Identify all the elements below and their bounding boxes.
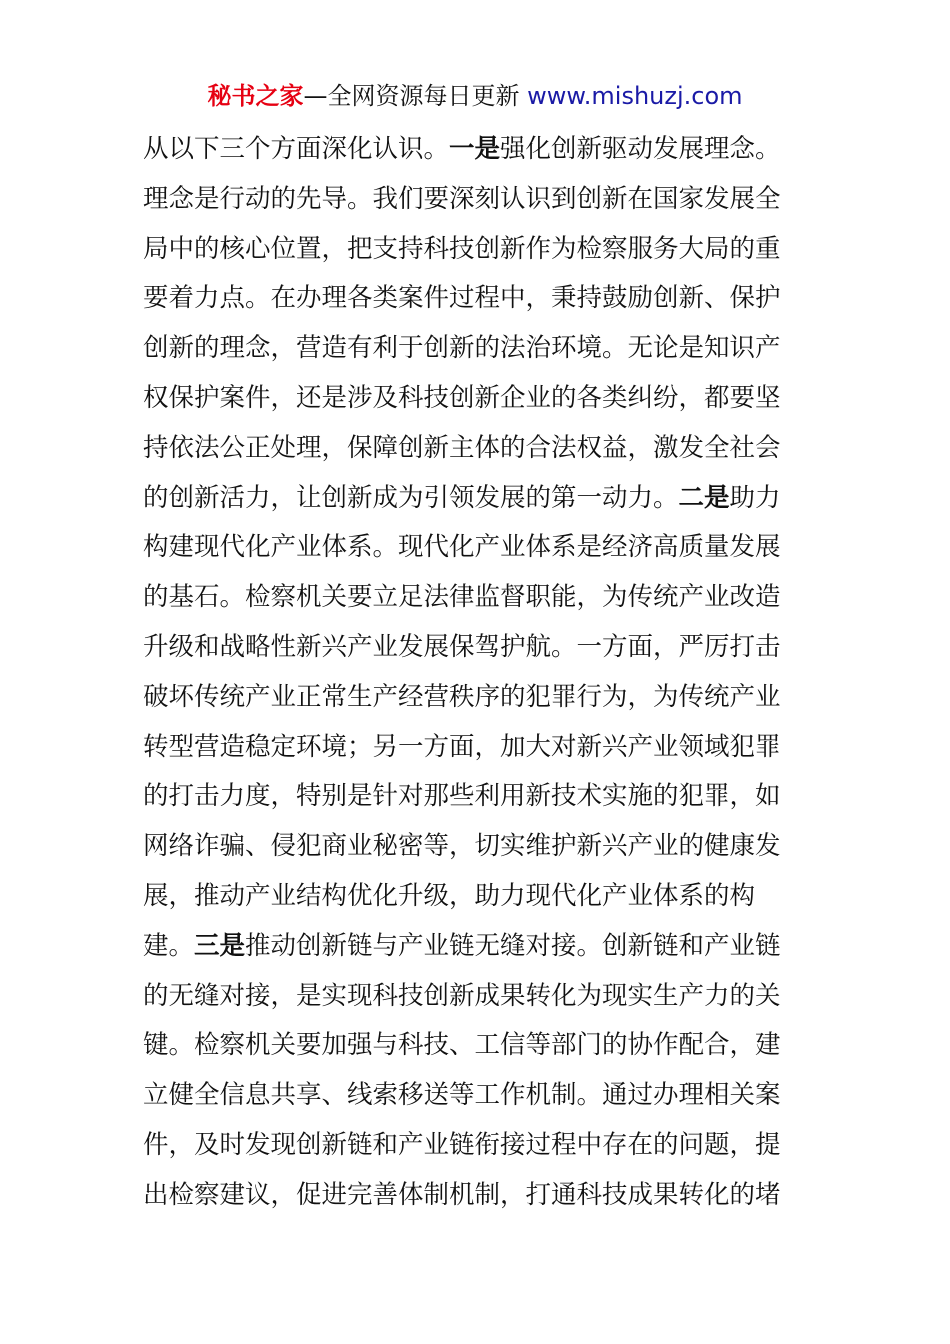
text-line: 的打击力度，特别是针对那些利用新技术实施的犯罪，如: [143, 781, 781, 812]
text-line: 局中的核心位置，把支持科技创新作为检察服务大局的重: [143, 233, 781, 264]
text-line: 的基石。检察机关要立足法律监督职能，为传统产业改造: [143, 582, 781, 613]
text-line: 的创新活力，让创新成为引领发展的第一动力。二是助力: [143, 482, 781, 513]
text-line: 的无缝对接，是实现科技创新成果转化为现实生产力的关: [143, 980, 781, 1011]
page-header: [0, 80, 950, 112]
document-body: [143, 125, 811, 1221]
text-line: 展，推动产业结构优化升级，助力现代化产业体系的构: [143, 880, 756, 911]
text-line: 创新的理念，营造有利于创新的法治环境。无论是知识产: [143, 333, 781, 364]
point-two-label: 二是: [678, 482, 730, 513]
text-line: 网络诈骗、侵犯商业秘密等，切实维护新兴产业的健康发: [143, 831, 781, 862]
point-one-label: 一是: [449, 134, 501, 164]
text-line: 从以下三个方面深化认识。一是强化创新驱动发展理念。: [143, 134, 781, 164]
text-line: 出检察建议，促进完善体制机制，打通科技成果转化的堵: [143, 1179, 781, 1210]
text-line: 转型营造稳定环境；另一方面，加大对新兴产业领域犯罪: [143, 731, 781, 762]
text-line: 要着力点。在办理各类案件过程中，秉持鼓励创新、保护: [143, 283, 781, 314]
text-line: 立健全信息共享、线索移送等工作机制。通过办理相关案: [143, 1080, 781, 1111]
text-line: 持依法公正处理，保障创新主体的合法权益，激发全社会: [143, 432, 781, 463]
text-line: 理念是行动的先导。我们要深刻认识到创新在国家发展全: [143, 183, 781, 214]
text-line: 权保护案件，还是涉及科技创新企业的各类纠纷，都要坚: [143, 382, 781, 413]
text-line: 建。三是推动创新链与产业链无缝对接。创新链和产业链: [143, 930, 781, 961]
text-line: 键。检察机关要加强与科技、工信等部门的协作配合，建: [143, 1030, 781, 1061]
header-tagline: —全网资源每日更新: [303, 82, 528, 110]
text-line: 构建现代化产业体系。现代化产业体系是经济高质量发展: [143, 532, 781, 563]
text-line: 升级和战略性新兴产业发展保驾护航。一方面，严厉打击: [143, 631, 781, 662]
brand-name: 秘书之家: [207, 82, 304, 110]
text-line: 件，及时发现创新链和产业链衔接过程中存在的问题，提: [143, 1129, 781, 1160]
text-line: 破坏传统产业正常生产经营秩序的犯罪行为，为传统产业: [143, 681, 781, 712]
website-link[interactable]: www.mishuzj.com: [527, 82, 743, 110]
point-three-label: 三是: [194, 930, 246, 961]
